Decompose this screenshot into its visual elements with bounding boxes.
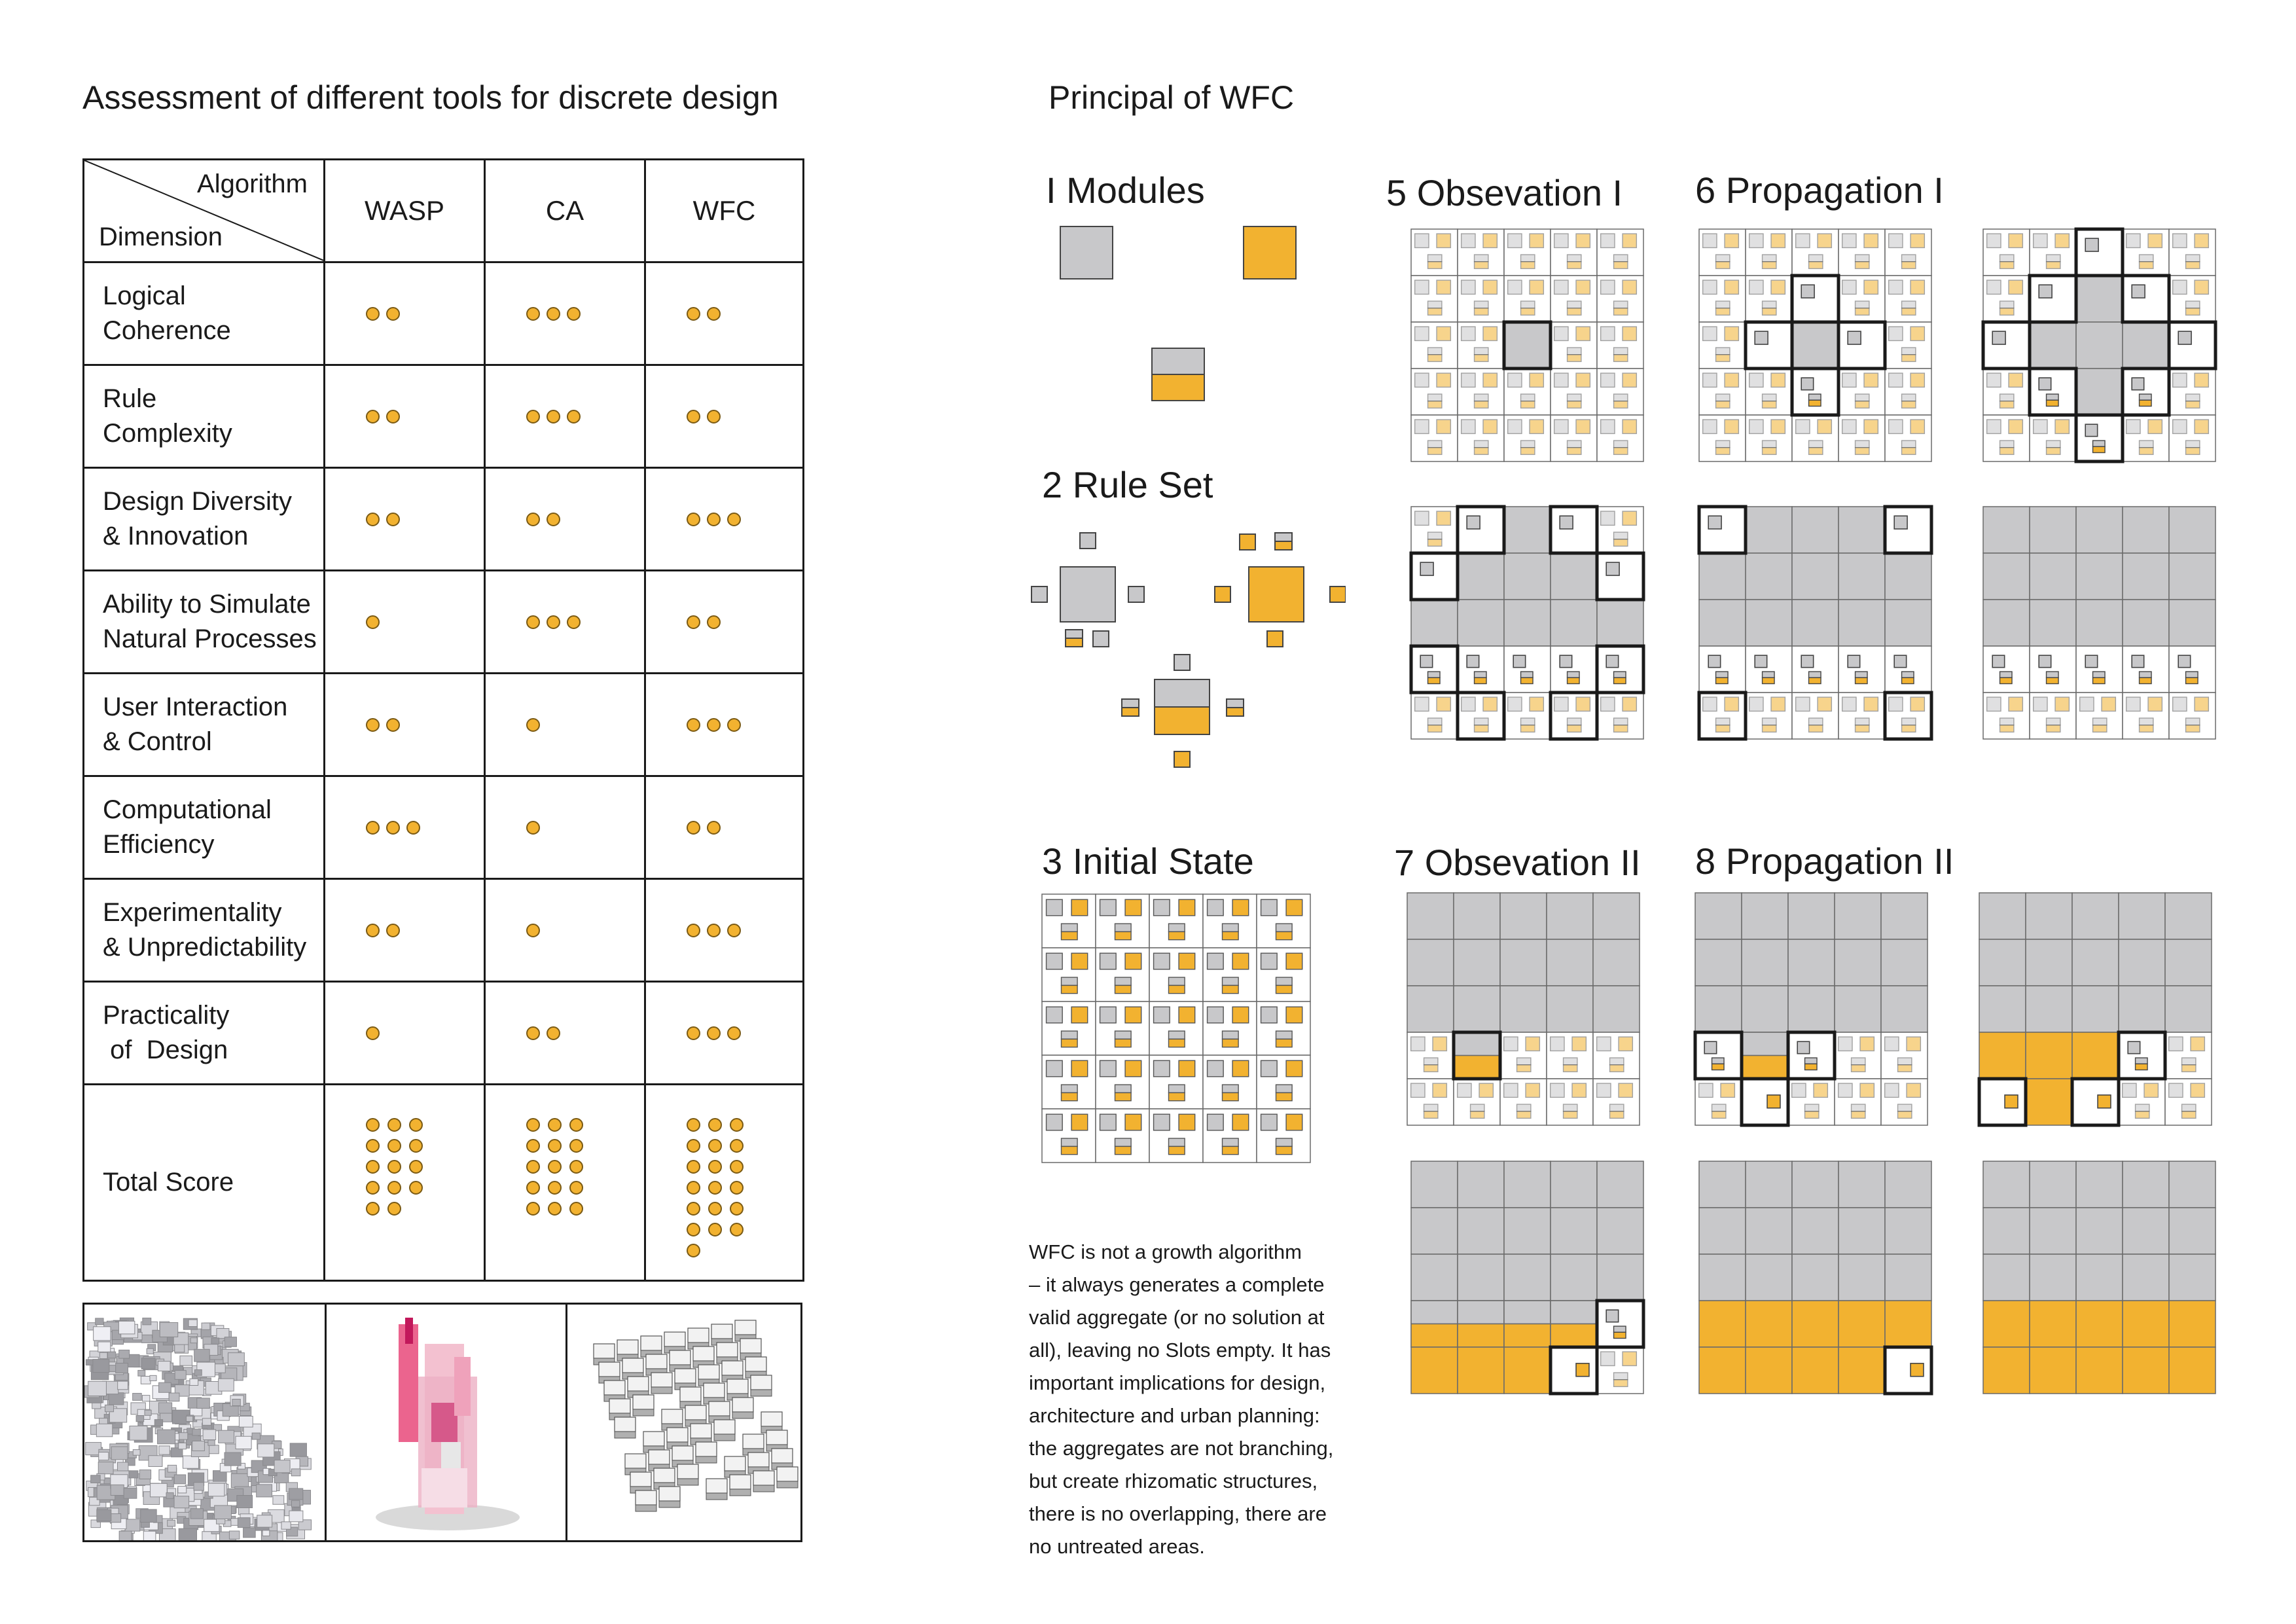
- score-dot: [409, 1181, 423, 1195]
- dimension-label-line: Computational: [103, 795, 272, 824]
- note-line: the aggregates are not branching,: [1029, 1437, 1334, 1460]
- score-dot: [730, 1118, 744, 1132]
- score-dot: [687, 307, 700, 321]
- assessment-table: [82, 158, 804, 1282]
- step-title-propagation-2: 8 Propagation II: [1695, 840, 1954, 882]
- score-dot: [526, 924, 540, 937]
- score-cell-wfc: [645, 262, 804, 365]
- score-dot: [366, 821, 380, 835]
- wasp-aggregate-image: [84, 1305, 325, 1540]
- score-dot: [526, 615, 540, 629]
- right-title: Principal of WFC: [1049, 79, 1295, 116]
- score-dot: [409, 1139, 423, 1153]
- column-header-ca: CA: [485, 160, 645, 262]
- score-dot: [526, 1181, 540, 1195]
- score-cell-wfc: [645, 982, 804, 1085]
- score-dot: [366, 410, 380, 424]
- score-cell-wfc: [645, 571, 804, 674]
- total-score-row: [84, 1085, 804, 1281]
- module-orange: [1244, 226, 1296, 279]
- dimension-label: [84, 982, 325, 1085]
- propagation-1-grid-a: [1696, 226, 1934, 464]
- score-dot: [727, 924, 741, 937]
- score-dot: [687, 924, 700, 937]
- score-dot: [708, 1160, 722, 1174]
- observation-2-grid: [1405, 890, 1642, 1128]
- note-line: there is no overlapping, there are: [1029, 1502, 1327, 1525]
- score-dot: [526, 821, 540, 835]
- score-dot: [366, 307, 380, 321]
- step-title-initial-state: 3 Initial State: [1042, 840, 1254, 882]
- module-split: [1152, 348, 1204, 401]
- dimension-label-line: Natural Processes: [103, 624, 317, 653]
- score-dot: [366, 1139, 380, 1153]
- note-line: but create rhizomatic structures,: [1029, 1470, 1318, 1492]
- note-line: valid aggregate (or no solution at: [1029, 1306, 1325, 1329]
- note-line: important implications for design,: [1029, 1371, 1326, 1394]
- score-dot: [526, 1202, 540, 1216]
- score-dot: [687, 410, 700, 424]
- score-dot: [687, 1181, 700, 1195]
- score-dot: [687, 1139, 700, 1153]
- column-header-wfc: WFC: [645, 160, 804, 262]
- dimension-label-line: Logical: [103, 281, 186, 310]
- reference-image-strip: [82, 1303, 802, 1542]
- score-dot: [386, 307, 400, 321]
- dimension-label-line: Complexity: [103, 419, 232, 448]
- score-dot: [569, 1118, 583, 1132]
- score-dot: [387, 1181, 401, 1195]
- note-line: WFC is not a growth algorithm: [1029, 1240, 1302, 1263]
- score-dot: [547, 615, 560, 629]
- score-dot: [386, 410, 400, 424]
- score-dot: [406, 821, 420, 835]
- table-row: [84, 468, 804, 571]
- propagation-1-grid-b: [1981, 226, 2218, 464]
- score-cell-ca: [485, 879, 645, 982]
- ca-tower-image: [325, 1305, 565, 1540]
- observation-2-grid-b: [1408, 1159, 1646, 1396]
- score-dot: [730, 1139, 744, 1153]
- score-dot: [366, 924, 380, 937]
- score-dot: [730, 1181, 744, 1195]
- score-cell-wasp: [325, 262, 485, 365]
- propagation-2-grid-c: [1696, 1159, 1934, 1396]
- score-dot: [409, 1160, 423, 1174]
- score-cell-ca: [485, 365, 645, 468]
- score-dot: [526, 410, 540, 424]
- dimension-label-line: Experimentality: [103, 898, 282, 927]
- score-cell-wasp: [325, 982, 485, 1085]
- note-line: architecture and urban planning:: [1029, 1404, 1320, 1427]
- score-dot: [569, 1160, 583, 1174]
- score-cell-wasp: [325, 776, 485, 879]
- score-dot: [366, 718, 380, 732]
- dimension-label-line: Efficiency: [103, 830, 215, 859]
- note-line: no untreated areas.: [1029, 1535, 1205, 1558]
- table-row: [84, 571, 804, 674]
- score-cell-wasp: [325, 571, 485, 674]
- score-dot: [548, 1202, 562, 1216]
- score-dot: [708, 1181, 722, 1195]
- score-dot: [569, 1181, 583, 1195]
- score-dot: [366, 1160, 380, 1174]
- dimension-label: [84, 879, 325, 982]
- score-dot: [707, 410, 721, 424]
- score-dot: [567, 615, 581, 629]
- score-dot: [569, 1139, 583, 1153]
- score-dot: [526, 307, 540, 321]
- note-line: – it always generates a complete: [1029, 1273, 1325, 1296]
- total-score-cell-ca: [485, 1085, 645, 1281]
- score-cell-wfc: [645, 879, 804, 982]
- score-dot: [547, 410, 560, 424]
- score-dot: [526, 1118, 540, 1132]
- dimension-label-line: & Control: [103, 727, 212, 756]
- total-score-cell-wasp: [325, 1085, 485, 1281]
- step-title-rule-set: 2 Rule Set: [1042, 464, 1213, 505]
- column-header-wasp: WASP: [325, 160, 485, 262]
- score-dot: [386, 513, 400, 526]
- table-row: [84, 262, 804, 365]
- score-dot: [707, 307, 721, 321]
- dimension-label: [84, 468, 325, 571]
- score-dot: [366, 513, 380, 526]
- dimension-label-line: Design Diversity: [103, 487, 292, 516]
- score-dot: [707, 1026, 721, 1040]
- score-cell-ca: [485, 262, 645, 365]
- propagation-2-grid-b: [1977, 890, 2214, 1128]
- dimension-label: [84, 571, 325, 674]
- score-cell-wfc: [645, 776, 804, 879]
- score-cell-wfc: [645, 468, 804, 571]
- table-header-row: [84, 160, 804, 262]
- score-dot: [526, 718, 540, 732]
- score-cell-ca: [485, 776, 645, 879]
- step-title-modules: I Modules: [1046, 170, 1205, 211]
- corner-header-cell: [84, 160, 325, 262]
- score-dot: [548, 1160, 562, 1174]
- score-dot: [547, 307, 560, 321]
- score-dot: [387, 1160, 401, 1174]
- score-dot: [569, 1202, 583, 1216]
- dimension-label: [84, 776, 325, 879]
- score-dot: [727, 513, 741, 526]
- propagation-2-grid-a: [1693, 890, 1930, 1128]
- score-cell-wasp: [325, 879, 485, 982]
- dimension-label: [84, 262, 325, 365]
- score-dot: [687, 718, 700, 732]
- score-dot: [386, 924, 400, 937]
- initial-state-grid: [1039, 892, 1313, 1165]
- score-dot: [547, 513, 560, 526]
- corner-label-dimension: Dimension: [99, 223, 223, 251]
- score-dot: [386, 718, 400, 732]
- score-dot: [687, 821, 700, 835]
- dimension-label-line: Coherence: [103, 316, 231, 345]
- score-dot: [687, 1202, 700, 1216]
- dimension-label-line: User Interaction: [103, 693, 288, 721]
- score-dot: [409, 1118, 423, 1132]
- score-dot: [567, 410, 581, 424]
- score-cell-ca: [485, 982, 645, 1085]
- propagation-grid-e: [1981, 504, 2218, 742]
- left-title: Assessment of different tools for discrete design: [82, 79, 779, 116]
- score-dot: [366, 1202, 380, 1216]
- table-row: [84, 776, 804, 879]
- dimension-label: [84, 365, 325, 468]
- score-dot: [708, 1118, 722, 1132]
- score-cell-wfc: [645, 674, 804, 776]
- score-dot: [708, 1202, 722, 1216]
- score-dot: [387, 1139, 401, 1153]
- score-dot: [707, 615, 721, 629]
- wfc-note: [1029, 1236, 1369, 1563]
- step-title-propagation-1: 6 Propagation I: [1695, 170, 1944, 211]
- score-dot: [727, 718, 741, 732]
- dimension-label-line: Ability to Simulate: [103, 590, 311, 619]
- score-dot: [548, 1139, 562, 1153]
- score-dot: [526, 1160, 540, 1174]
- score-dot: [547, 1026, 560, 1040]
- score-dot: [687, 1160, 700, 1174]
- score-cell-ca: [485, 571, 645, 674]
- score-dot: [387, 1202, 401, 1216]
- total-score-cell-wfc: [645, 1085, 804, 1281]
- total-score-label: Total Score: [84, 1085, 325, 1281]
- score-dot: [707, 924, 721, 937]
- score-dot: [687, 1026, 700, 1040]
- score-dot: [707, 718, 721, 732]
- module-gray: [1060, 226, 1113, 279]
- note-line: all), leaving no Slots empty. It has: [1029, 1339, 1331, 1362]
- propagation-grid-c: [1408, 504, 1646, 742]
- table-row: [84, 365, 804, 468]
- score-dot: [707, 821, 721, 835]
- score-cell-ca: [485, 674, 645, 776]
- score-dot: [366, 1118, 380, 1132]
- score-cell-wasp: [325, 468, 485, 571]
- corner-label-algorithm: Algorithm: [197, 170, 308, 198]
- dimension-label-line: of Design: [103, 1036, 228, 1064]
- step-title-observation-1: 5 Obsevation I: [1386, 172, 1623, 213]
- score-dot: [366, 1181, 380, 1195]
- dimension-label: [84, 674, 325, 776]
- table-row: [84, 674, 804, 776]
- score-dot: [687, 1118, 700, 1132]
- score-dot: [687, 615, 700, 629]
- dimension-label-line: Practicality: [103, 1001, 230, 1030]
- table-row: [84, 879, 804, 982]
- score-dot: [708, 1223, 722, 1236]
- score-dot: [548, 1181, 562, 1195]
- score-dot: [707, 513, 721, 526]
- score-cell-wasp: [325, 365, 485, 468]
- score-dot: [687, 513, 700, 526]
- step-title-observation-2: 7 Obsevation II: [1394, 842, 1641, 883]
- score-cell-wfc: [645, 365, 804, 468]
- score-dot: [526, 1139, 540, 1153]
- score-cell-wasp: [325, 674, 485, 776]
- score-dot: [730, 1202, 744, 1216]
- score-dot: [548, 1118, 562, 1132]
- score-dot: [386, 821, 400, 835]
- wfc-aggregate-image: [565, 1305, 800, 1540]
- score-dot: [687, 1223, 700, 1236]
- dimension-label-line: Rule: [103, 384, 157, 413]
- rule-set-diagram: [1018, 524, 1346, 772]
- score-cell-ca: [485, 468, 645, 571]
- score-dot: [567, 307, 581, 321]
- dimension-label-line: & Innovation: [103, 522, 249, 550]
- modules-diagram: [1047, 216, 1322, 412]
- score-dot: [708, 1139, 722, 1153]
- score-dot: [366, 1026, 380, 1040]
- propagation-2-grid-d: [1981, 1159, 2218, 1396]
- score-dot: [366, 615, 380, 629]
- observation-1-grid: [1408, 226, 1646, 464]
- score-dot: [526, 1026, 540, 1040]
- score-dot: [526, 513, 540, 526]
- score-dot: [727, 1026, 741, 1040]
- dimension-label-line: & Unpredictability: [103, 933, 307, 962]
- score-dot: [687, 1244, 700, 1257]
- propagation-grid-d: [1696, 504, 1934, 742]
- score-dot: [730, 1223, 744, 1236]
- score-dot: [730, 1160, 744, 1174]
- table-row: [84, 982, 804, 1085]
- score-dot: [387, 1118, 401, 1132]
